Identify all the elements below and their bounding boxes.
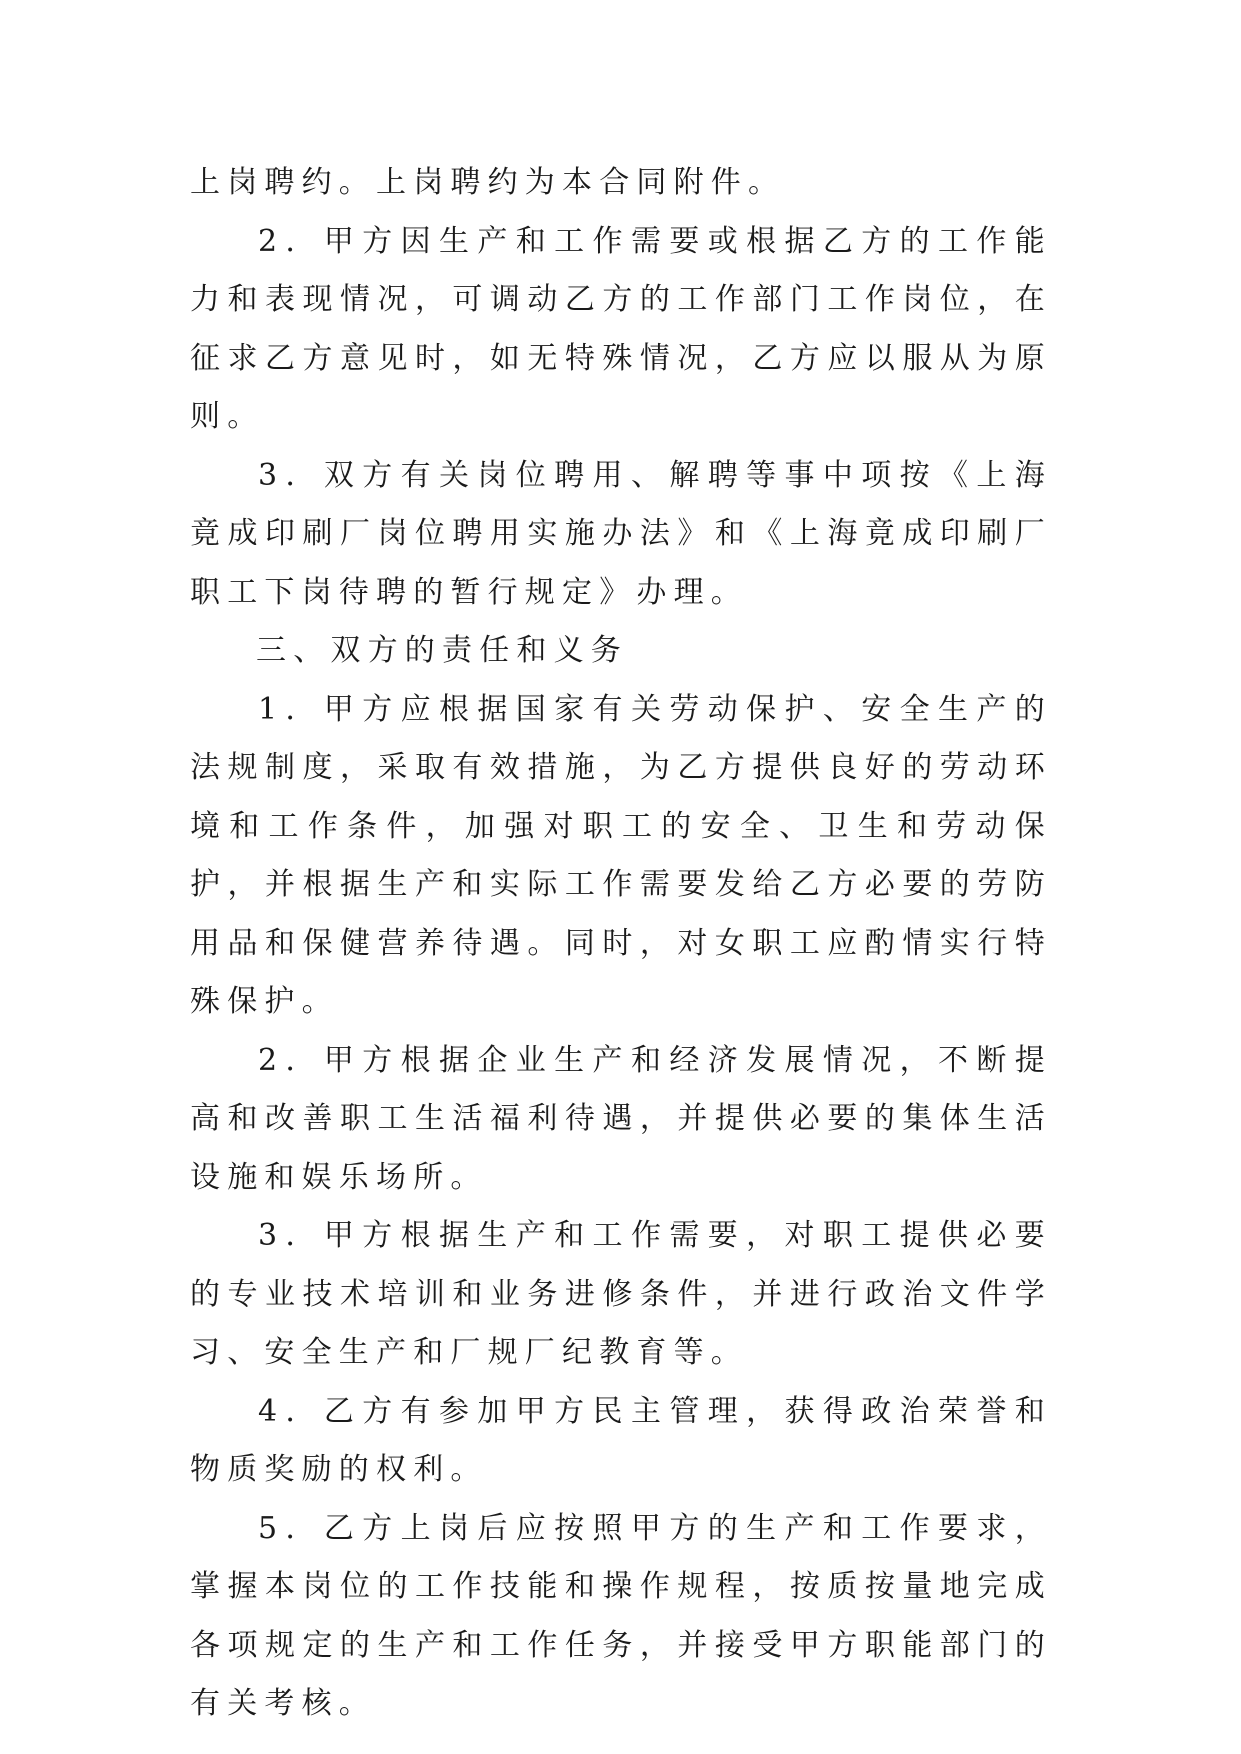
section-heading-responsibilities: 三、双方的责任和义务 <box>256 633 628 668</box>
paragraph-continuation: 上岗聘约。上岗聘约为本合同附件。 <box>190 165 786 200</box>
paragraph-item-2-job-transfer: 2．甲方因生产和工作需要或根据乙方的工作能力和表现情况，可调动乙方的工作部门工作岗位，在征求乙方意见时，如无特殊情况，乙方应以服从为原则。 <box>190 223 1052 434</box>
paragraph-item-3-hiring-rules: 3．双方有关岗位聘用、解聘等事中项按《上海竟成印刷厂岗位聘用实施办法》和《上海竟成印刷厂职工下岗待聘的暂行规定》办理。 <box>190 457 1052 610</box>
paragraph-item-5-duties: 5．乙方上岗后应按照甲方的生产和工作要求，掌握本岗位的工作技能和操作规程，按质按量地完成各项规定的生产和工作任务，并接受甲方职能部门的有关考核。 <box>190 1510 1052 1721</box>
paragraph-item-4-rights: 4．乙方有参加甲方民主管理，获得政治荣誉和物质奖励的权利。 <box>190 1393 1052 1487</box>
document-body <box>190 154 1052 1734</box>
paragraph-item-3-training: 3．甲方根据生产和工作需要，对职工提供必要的专业技术培训和业务进修条件，并进行政治文件学习、安全生产和厂规厂纪教育等。 <box>190 1218 1052 1370</box>
paragraph-item-1-labor-protection: 1．甲方应根据国家有关劳动保护、安全生产的法规制度，采取有效措施，为乙方提供良好的劳动环境和工作条件，加强对职工的安全、卫生和劳动保护，并根据生产和实际工作需要发给乙方必要的劳防用品和保健营养待遇。同时，对女职工应酌情实行特殊保护。 <box>190 691 1052 1019</box>
paragraph-item-2-welfare: 2．甲方根据企业生产和经济发展情况，不断提高和改善职工生活福利待遇，并提供必要的集体生活设施和娱乐场所。 <box>190 1042 1052 1195</box>
